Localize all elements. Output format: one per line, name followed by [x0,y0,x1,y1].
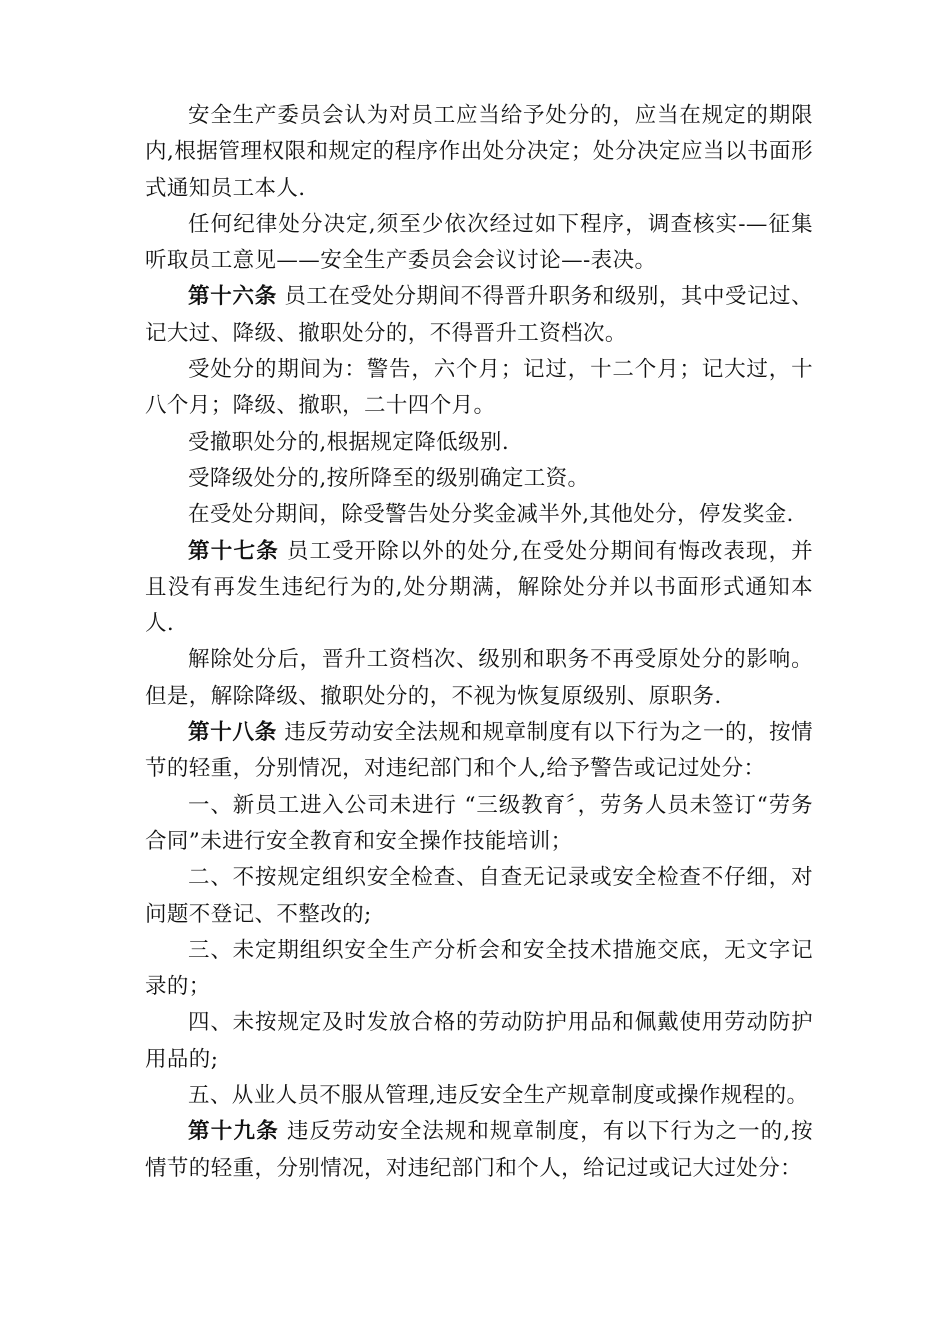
paragraph-text: 安全生产委员会认为对员工应当给予处分的，应当在规定的期限内,根据管理权限和规定的程序作出处分决定；处分决定应当以书面形式通知员工本人. [145,103,813,201]
list-item [145,788,813,861]
paragraph-text: 违反劳动安全法规和规章制度有以下行为之一的，按情节的轻重，分别情况，对违纪部门和个人,给予警告或记过处分： [145,720,813,782]
paragraph-text: 受降级处分的,按所降至的级别确定工资。 [188,465,590,491]
paragraph [145,497,813,533]
article-heading: 第十九条 [188,1119,280,1145]
paragraph-text: 五、从业人员不服从管理,违反安全生产规章制度或操作规程的。 [188,1083,809,1109]
paragraph-text: 员工受开除以外的处分,在受处分期间有悔改表现，并且没有再发生违纪行为的,处分期满，解除处分并以书面形式通知本人. [145,538,814,637]
article-heading: 第十八条 [188,720,277,746]
article-paragraph [145,715,813,788]
paragraph-text: 违反劳动安全法规和规章制度，有以下行为之一的,按情节的轻重，分别情况，对违纪部门和个人，给记过或记大过处分： [145,1119,814,1181]
article-paragraph [145,279,813,352]
paragraph [145,642,813,715]
paragraph-text: 在受处分期间，除受警告处分奖金减半外,其他处分，停发奖金. [188,502,794,528]
paragraph [145,352,813,425]
paragraph [145,207,813,280]
list-item [145,860,813,933]
article-heading: 第十七条 [188,538,280,564]
paragraph-text: 解除处分后，晋升工资档次、级别和职务不再受原处分的影响。但是，解除降级、撤职处分的，不视为恢复原级别、原职务. [145,647,813,709]
paragraph [145,425,813,461]
paragraph-text: 四、未按规定及时发放合格的劳动防护用品和佩戴使用劳动防护用品的; [145,1010,813,1072]
paragraph-text: 受处分的期间为：警告，六个月；记过，十二个月；记大过，十八个月；降级、撤职，二十四个月。 [145,357,813,419]
paragraph-text: 二、不按规定组织安全检查、自查无记录或安全检查不仔细，对问题不登记、不整改的; [145,865,813,927]
list-item [145,933,813,1006]
paragraph-text: 任何纪律处分决定,须至少依次经过如下程序，调查核实-—征集听取员工意见——安全生产委员会会议讨论—-表决。 [145,211,813,274]
paragraph-text: 受撤职处分的,根据规定降低级别. [188,429,510,455]
paragraph-text: 三、未定期组织安全生产分析会和安全技术措施交底，无文字记录的； [145,937,813,1000]
list-item [145,1078,813,1114]
paragraph-text: 员工在受处分期间不得晋升职务和级别，其中受记过、记大过、降级、撤职处分的，不得晋升工资档次。 [145,284,813,346]
document-body [145,98,813,1187]
paragraph [145,98,813,207]
article-heading: 第十六条 [188,284,277,310]
paragraph-text: 一、新员工进入公司未进行 “三级教育〞，劳务人员未签订“劳务合同”未进行安全教育和安全操作技能培训； [145,792,813,854]
list-item [145,1005,813,1078]
article-paragraph [145,1114,813,1187]
article-paragraph [145,534,813,643]
paragraph [145,461,813,497]
